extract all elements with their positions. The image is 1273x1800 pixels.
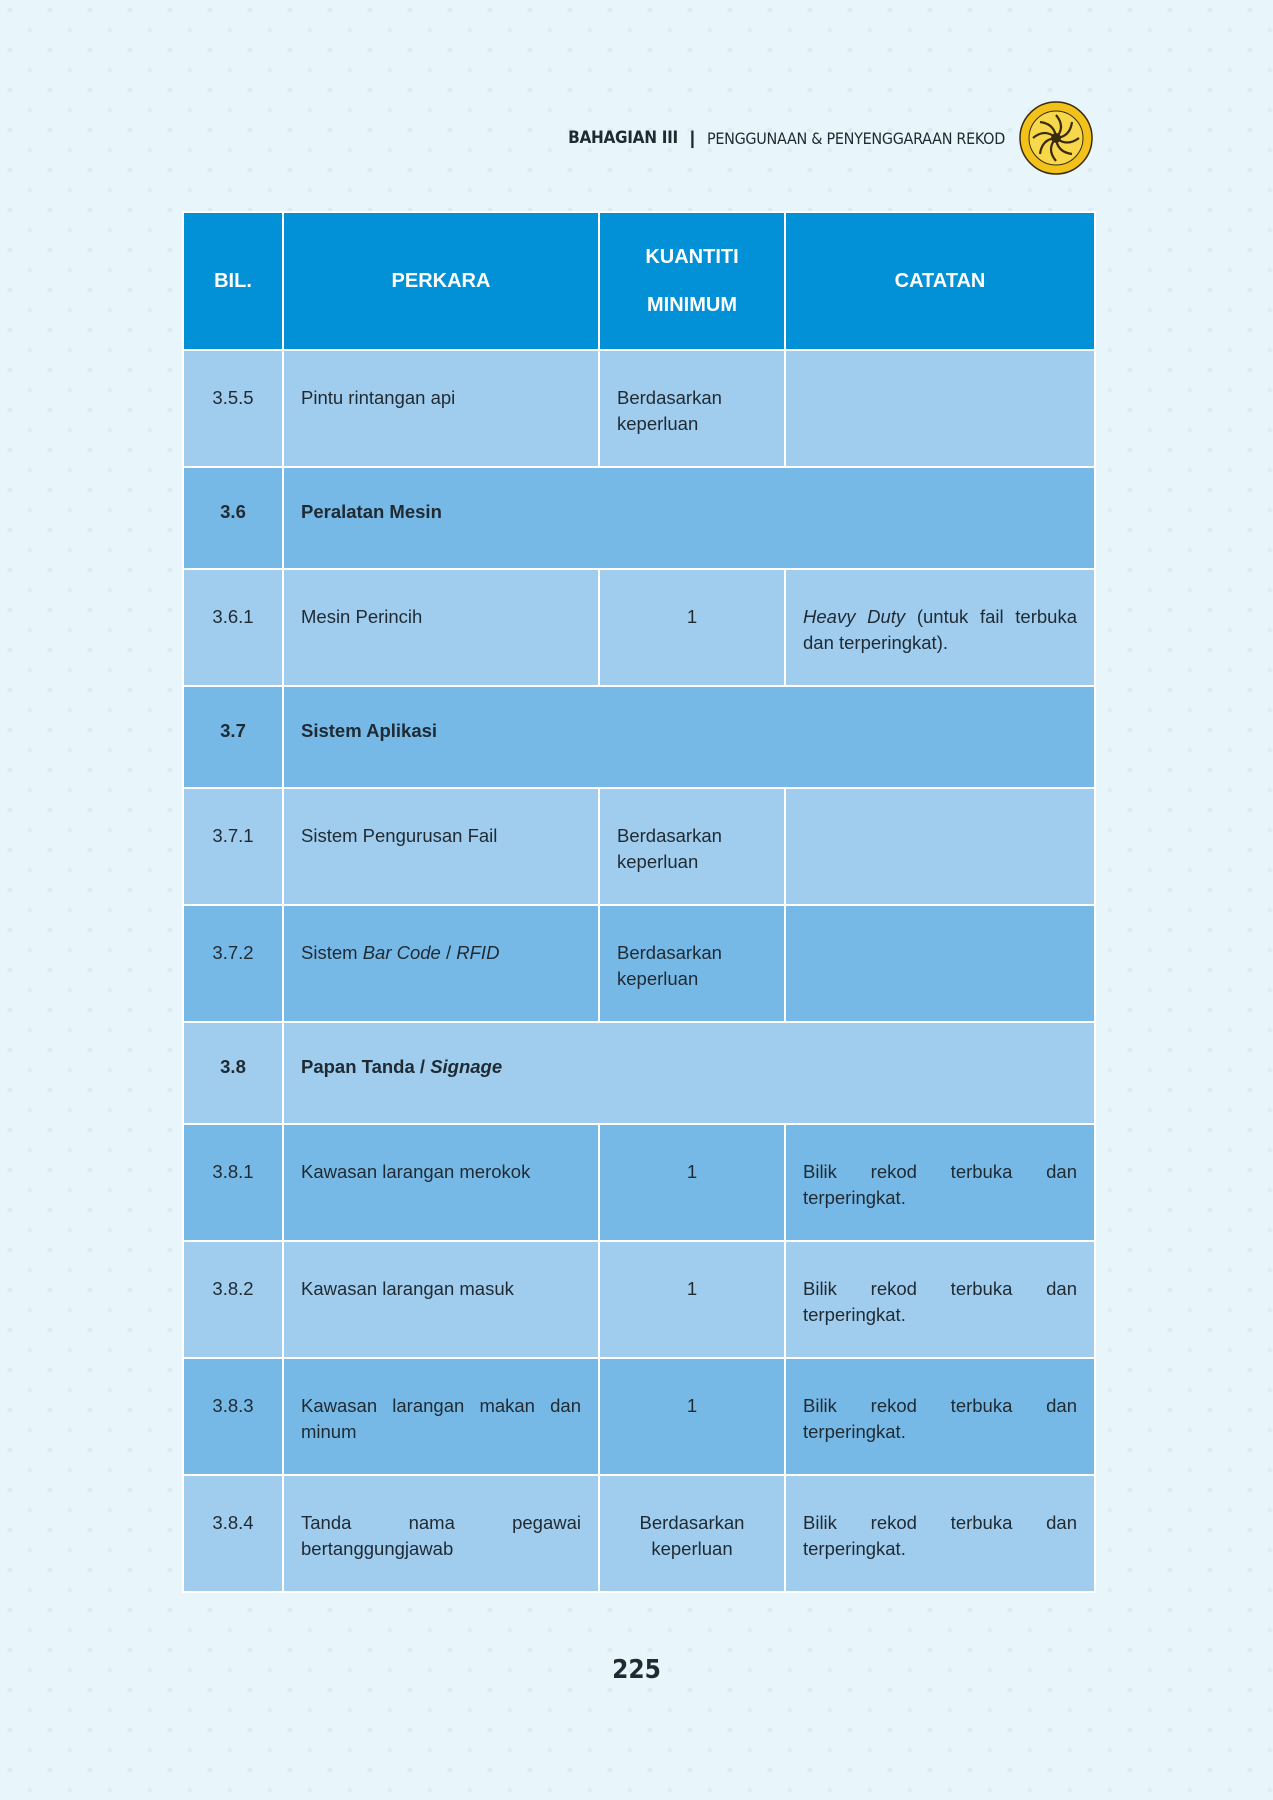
table-row	[183, 905, 1095, 1022]
header-perkara: PERKARA	[283, 212, 599, 350]
cell-perkara: Sistem Pengurusan Fail	[283, 788, 599, 905]
cell-kuantiti: Berdasarkan keperluan	[599, 905, 785, 1022]
cell-perkara: Pintu rintangan api	[283, 350, 599, 467]
section-bil: 3.6	[183, 467, 283, 569]
table-row	[183, 569, 1095, 686]
cell-perkara: Sistem Bar Code / RFID	[283, 905, 599, 1022]
header-catatan: CATATAN	[785, 212, 1095, 350]
cell-bil: 3.7.1	[183, 788, 283, 905]
cell-kuantiti: 1	[599, 569, 785, 686]
cell-catatan	[785, 905, 1095, 1022]
cell-kuantiti: 1	[599, 1241, 785, 1358]
cell-catatan: Bilik rekod terbuka dan terperingkat.	[785, 1124, 1095, 1241]
header-kuantiti-minimum: KUANTITI MINIMUM	[599, 212, 785, 350]
table-row	[183, 350, 1095, 467]
cell-bil: 3.8.1	[183, 1124, 283, 1241]
cell-catatan: Bilik rekod terbuka dan terperingkat.	[785, 1358, 1095, 1475]
requirements-table	[182, 211, 1096, 1593]
cell-perkara: Kawasan larangan merokok	[283, 1124, 599, 1241]
table-row	[183, 788, 1095, 905]
section-bil: 3.8	[183, 1022, 283, 1124]
header-separator: |	[689, 127, 695, 148]
cell-bil: 3.8.3	[183, 1358, 283, 1475]
cell-kuantiti: 1	[599, 1124, 785, 1241]
cell-bil: 3.8.2	[183, 1241, 283, 1358]
cell-catatan: Bilik rekod terbuka dan terperingkat.	[785, 1475, 1095, 1592]
arkib-negara-emblem-icon	[1019, 101, 1093, 175]
cell-catatan	[785, 350, 1095, 467]
table-row	[183, 1241, 1095, 1358]
cell-perkara: Mesin Perincih	[283, 569, 599, 686]
header-bil: BIL.	[183, 212, 283, 350]
cell-bil: 3.6.1	[183, 569, 283, 686]
section-title: Peralatan Mesin	[283, 467, 1095, 569]
section-label: BAHAGIAN III	[568, 128, 678, 148]
section-row	[183, 1022, 1095, 1124]
section-bil: 3.7	[183, 686, 283, 788]
page-number: 225	[612, 1655, 661, 1685]
cell-catatan	[785, 788, 1095, 905]
cell-perkara: Kawasan larangan makan dan minum	[283, 1358, 599, 1475]
cell-catatan: Bilik rekod terbuka dan terperingkat.	[785, 1241, 1095, 1358]
section-row	[183, 467, 1095, 569]
table-row	[183, 1475, 1095, 1592]
section-title: Papan Tanda / Signage	[283, 1022, 1095, 1124]
table-row	[183, 1124, 1095, 1241]
cell-kuantiti: Berdasarkan keperluan	[599, 788, 785, 905]
section-title: PENGGUNAAN & PENYENGGARAAN REKOD	[706, 128, 1005, 148]
cell-bil: 3.8.4	[183, 1475, 283, 1592]
cell-perkara: Kawasan larangan masuk	[283, 1241, 599, 1358]
cell-perkara: Tanda nama pegawai bertanggungjawab	[283, 1475, 599, 1592]
cell-kuantiti: 1	[599, 1358, 785, 1475]
cell-bil: 3.7.2	[183, 905, 283, 1022]
section-row	[183, 686, 1095, 788]
table-row	[183, 1358, 1095, 1475]
page-header	[568, 100, 1093, 176]
cell-kuantiti: Berdasarkan keperluan	[599, 350, 785, 467]
cell-catatan: Heavy Duty (untuk fail terbuka dan terperingkat).	[785, 569, 1095, 686]
cell-bil: 3.5.5	[183, 350, 283, 467]
table-header-row	[183, 212, 1095, 350]
cell-kuantiti: Berdasarkan keperluan	[599, 1475, 785, 1592]
section-title: Sistem Aplikasi	[283, 686, 1095, 788]
